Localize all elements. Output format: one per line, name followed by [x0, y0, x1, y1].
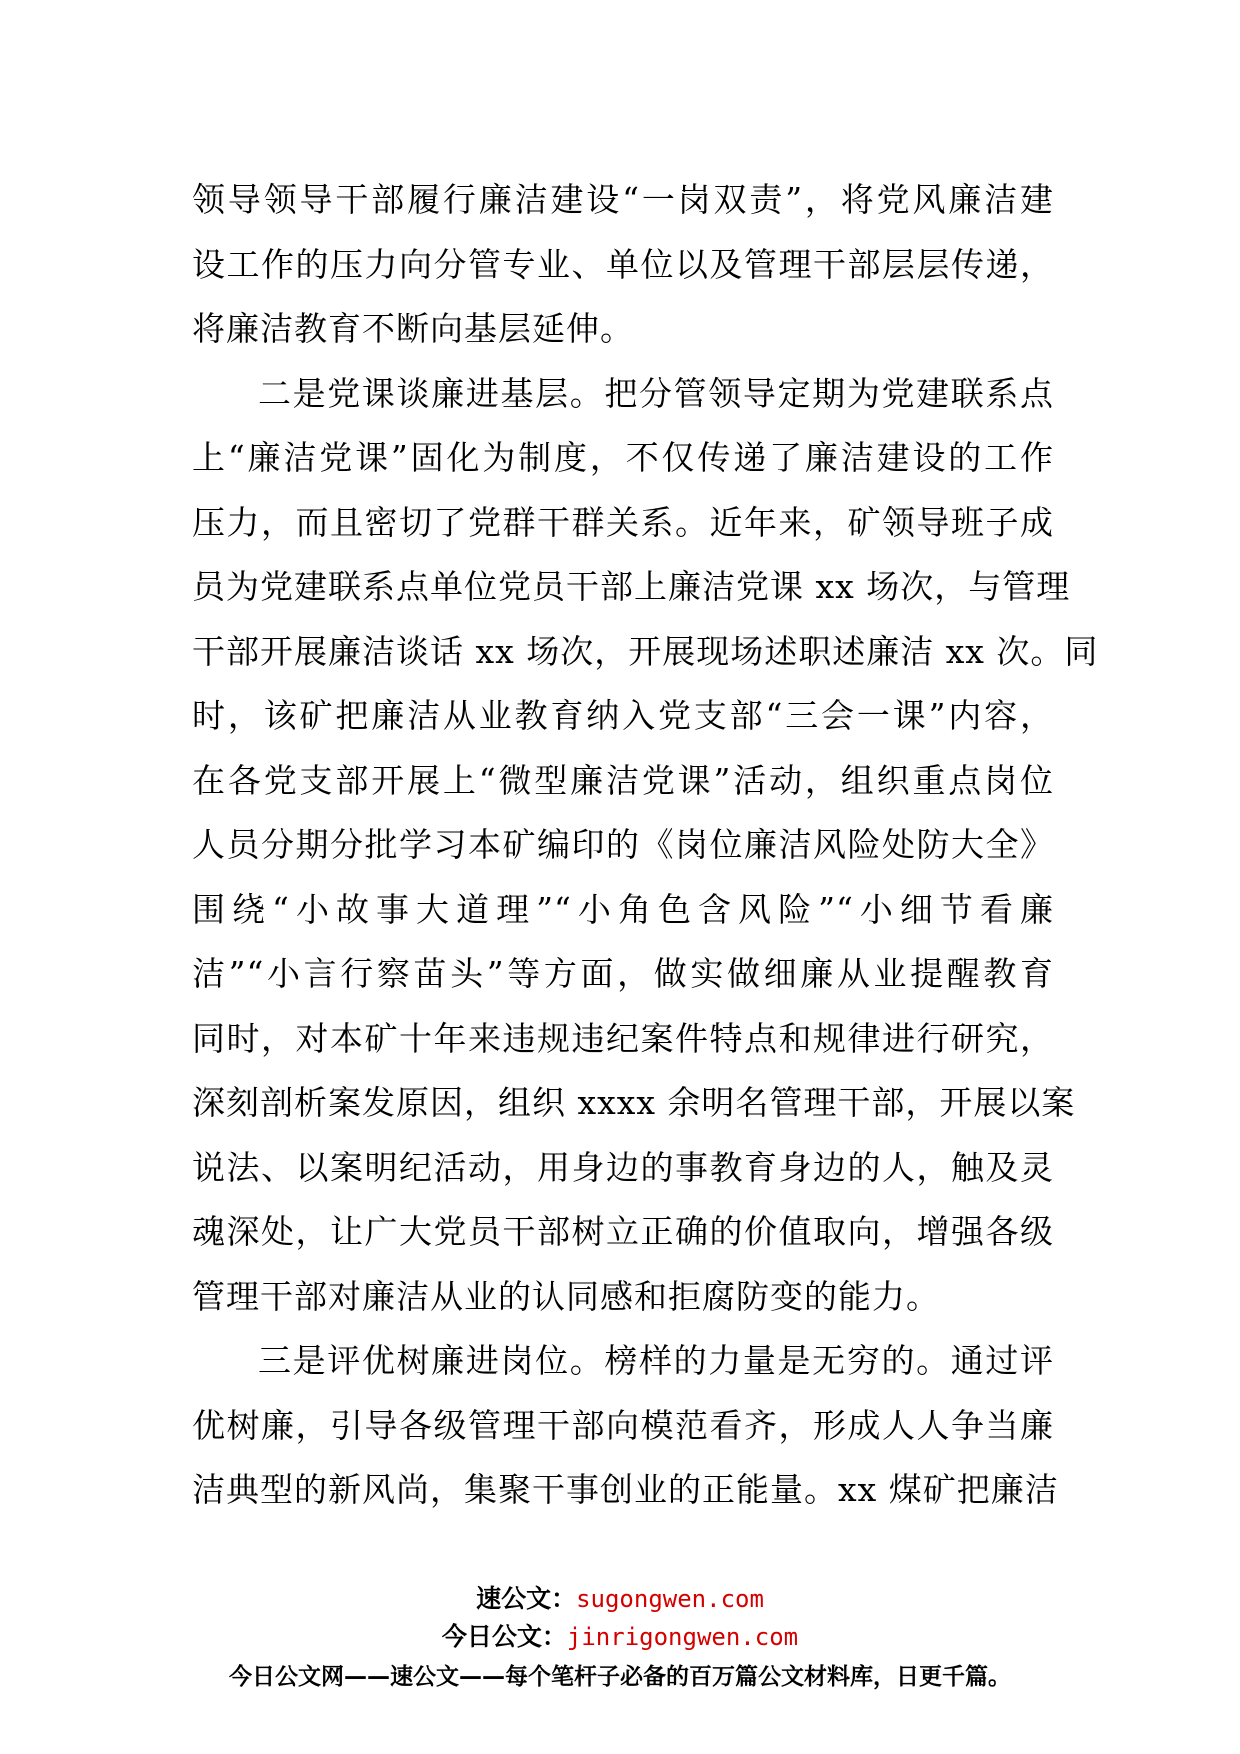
footer-site-jinrigongwen [0, 1620, 1240, 1654]
text-line: 管理干部对廉洁从业的认同感和拒腐防变的能力。 [192, 1276, 940, 1316]
text-line: 同时，对本矿十年来违规违纪案件特点和规律进行研究， [192, 1018, 1054, 1058]
paragraph-heading-line: 二是党课谈廉进基层。把分管领导定期为党建联系点 [258, 373, 1054, 413]
text-line: 优树廉，引导各级管理干部向模范看齐，形成人人争当廉 [192, 1405, 1054, 1445]
text-line: 时，该矿把廉洁从业教育纳入党支部“三会一课”内容， [192, 696, 1054, 735]
footer-site-label: 今日公文： [441, 1622, 567, 1651]
text-line: 领导领导干部履行廉洁建设“一岗双责”，将党风廉洁建 [192, 180, 1054, 219]
footer-site-label: 速公文： [476, 1584, 577, 1613]
text-line: 说法、以案明纪活动，用身边的事教育身边的人，触及灵 [192, 1147, 1054, 1187]
footer-site-link[interactable]: sugongwen.com [576, 1585, 764, 1613]
document-body [192, 168, 1099, 1523]
text-line: 干部开展廉洁谈话 xx 场次，开展现场述职述廉洁 xx 次。同 [192, 631, 1099, 671]
text-line: 深刻剖析案发原因，组织 xxxx 余明名管理干部，开展以案 [192, 1083, 1076, 1122]
text-line: 设工作的压力向分管专业、单位以及管理干部层层传递， [192, 244, 1054, 284]
text-line: 将廉洁教育不断向基层延伸。 [192, 309, 634, 348]
text-line: 洁”“小言行察苗头”等方面，做实做细廉从业提醒教育 [192, 954, 1054, 993]
footer-site-sugongwen [0, 1582, 1240, 1616]
footer-site-link[interactable]: jinrigongwen.com [566, 1623, 799, 1651]
text-line: 魂深处，让广大党员干部树立正确的价值取向，增强各级 [192, 1212, 1054, 1251]
text-line: 上“廉洁党课”固化为制度，不仅传递了廉洁建设的工作 [192, 438, 1054, 477]
text-line: 围绕“小故事大道理”“小角色含风险”“小细节看廉 [192, 889, 1054, 929]
footer-tagline: 今日公文网——速公文——每个笔杆子必备的百万篇公文材料库，日更千篇。 [229, 1664, 1011, 1690]
text-line: 压力，而且密切了党群干群关系。近年来，矿领导班子成 [192, 502, 1054, 542]
text-line: 人员分期分批学习本矿编印的《岗位廉洁风险处防大全》 [192, 825, 1054, 864]
paragraph-heading-line: 三是评优树廉进岗位。榜样的力量是无穷的。通过评 [258, 1341, 1054, 1380]
text-line: 员为党建联系点单位党员干部上廉洁党课 xx 场次，与管理 [192, 567, 1071, 606]
text-line: 在各党支部开展上“微型廉洁党课”活动，组织重点岗位 [192, 760, 1054, 800]
text-line: 洁典型的新风尚，集聚干事创业的正能量。xx 煤矿把廉洁 [192, 1470, 1059, 1509]
